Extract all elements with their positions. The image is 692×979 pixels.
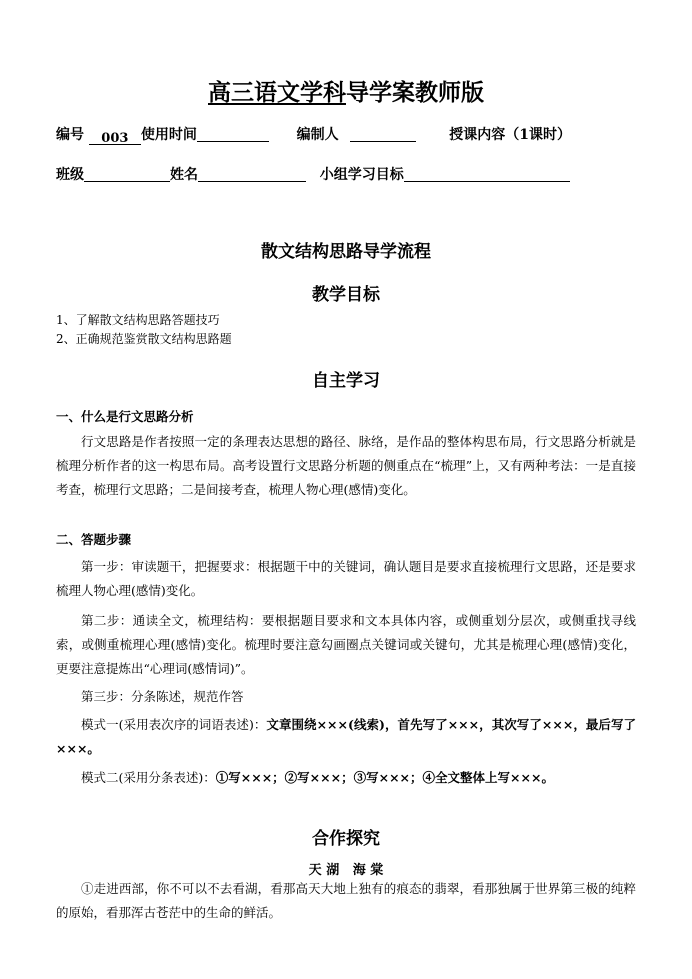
article-title: 天 湖 海 棠: [308, 863, 384, 878]
goal-field[interactable]: [404, 167, 570, 182]
time-field[interactable]: [197, 127, 269, 142]
content-label: 授课内容（1课时）: [449, 127, 571, 143]
editor-label: 编制人: [296, 127, 339, 143]
code-label: 编号: [56, 127, 84, 143]
mode-2-paragraph: [56, 766, 636, 790]
mode-1-prefix: 模式一(采用表次序的词语表述)：: [81, 717, 267, 732]
mode-2-template: ①写×××；②写×××；③写×××；④全文整体上写×××。: [215, 770, 554, 785]
class-label: 班级: [56, 167, 84, 183]
info-row-2: [56, 164, 570, 184]
mode-1-template: 文章围绕×××(线索)，首先写了×××，其次写了×××，最后写了×××。: [56, 717, 636, 756]
mode-1-paragraph: [56, 713, 636, 761]
title-rest: 导学案教师版: [346, 79, 484, 106]
objective-item: 1、了解散文结构思路答题技巧: [56, 313, 220, 327]
self-study-heading: 自主学习: [312, 371, 380, 391]
step-3-paragraph: 第三步：分条陈述，规范作答: [81, 689, 244, 704]
editor-field[interactable]: [350, 127, 416, 142]
objective-item: 2、正确规范鉴赏散文结构思路题: [56, 332, 232, 346]
info-row-1: [56, 124, 571, 145]
name-field[interactable]: [198, 167, 306, 182]
goal-label: 小组学习目标: [319, 167, 404, 183]
objectives-heading: 教学目标: [312, 285, 380, 305]
document-title: [0, 74, 692, 107]
subsection-2-heading: 二、答题步骤: [56, 532, 132, 547]
step-2-paragraph: 第二步：通读全文，梳理结构：要根据题目要求和文本具体内容，或侧重划分层次，或侧重找寻线索，或侧重梳理心理(感情)变化。梳理时要注意勾画圈点关键词或关键句，尤其是梳理心理(感情)变化，更要注意提炼出“心理词(感情词)”。: [56, 613, 636, 676]
mode-2-prefix: 模式二(采用分条表述)：: [81, 770, 216, 785]
title-subject: 高三语文学科: [208, 79, 346, 106]
paragraph-definition: 行文思路是作者按照一定的条理表达思想的路径、脉络，是作品的整体构思布局，行文思路分析就是梳理分析作者的这一构思布局。高考设置行文思路分析题的侧重点在“梳理”上，又有两种考法：一是直接考查，梳理行文思路；二是间接考查，梳理人物心理(感情)变化。: [56, 434, 636, 497]
code-value-field[interactable]: [89, 130, 141, 145]
subsection-1-heading: 一、什么是行文思路分析: [56, 409, 194, 424]
code-value: 003: [101, 131, 129, 146]
time-label: 使用时间: [140, 127, 197, 143]
name-label: 姓名: [170, 167, 198, 183]
step-1-paragraph: 第一步：审读题干，把握要求：根据题干中的关键词，确认题目是要求直接梳理行文思路，还是要求梳理人物心理(感情)变化。: [56, 559, 636, 598]
objectives-list: [56, 311, 232, 349]
cooperation-heading: 合作探究: [312, 829, 380, 849]
article-paragraph-1: ①走进西部，你不可以不去看湖，看那高天大地上独有的痕态的翡翠，看那独属于世界第三极的纯粹的原始，看那浑古苍茫中的生命的鲜活。: [56, 881, 636, 920]
class-field[interactable]: [84, 167, 170, 182]
section-title: 散文结构思路导学流程: [261, 242, 431, 262]
